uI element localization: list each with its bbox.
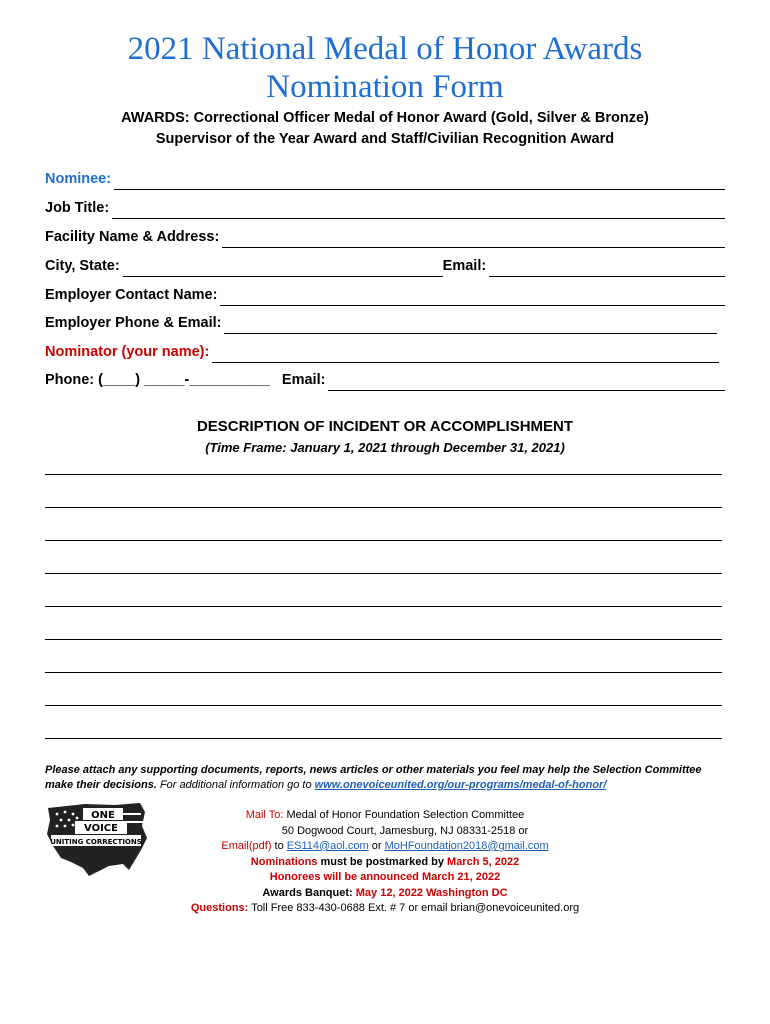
description-timeframe: (Time Frame: January 1, 2021 through December 31, 2021) [205,440,565,455]
logo-text-voice: VOICE [84,823,118,834]
title-line-2: Nomination Form [266,69,504,105]
phone-field[interactable] [45,369,725,391]
attachment-note [45,763,725,793]
logo-text-one: ONE [91,810,115,821]
job-title-input-line[interactable] [112,203,725,219]
nominee-field[interactable] [45,168,725,190]
city-state-field[interactable] [45,255,725,277]
honorees-line: Honorees will be announced March 21, 2022 [269,871,501,883]
postmark-line [180,855,590,871]
mail-to-label: Mail To: [245,809,284,821]
phone-label: Phone: (____) _____-__________ [45,372,270,388]
description-line[interactable] [45,705,722,706]
employer-contact-label: Employer Contact Name: [45,287,218,303]
nominator-label: Nominator (your name): [45,344,210,360]
attachment-note-text: Please attach any supporting documents, reports, news articles or other materials you feel may help the Selection Committee make their decisions. [45,764,702,791]
banquet-line [180,886,590,902]
questions-value: Toll Free 833-430-0688 Ext. # 7 or email brian@onevoiceunited.org [251,902,580,914]
job-title-field[interactable] [45,197,725,219]
mail-to-line [180,808,590,824]
to-text: to [274,840,284,852]
phone-email-input-line[interactable] [328,375,725,391]
nominee-label: Nominee: [45,171,112,187]
description-line[interactable] [45,606,722,607]
awards-subtitle [0,108,770,150]
employer-contact-field[interactable] [45,284,725,306]
awards-line-1: AWARDS: Correctional Officer Medal of Honor Award (Gold, Silver & Bronze) [121,110,649,126]
city-state-input-line[interactable] [123,261,443,277]
email-link-2[interactable]: MoHFoundation2018@gmail.com [384,840,549,852]
info-link[interactable]: www.onevoiceunited.org/our-programs/medal-of-honor/ [314,779,607,791]
form-title [0,30,770,106]
description-title: DESCRIPTION OF INCIDENT OR ACCOMPLISHMENT [196,418,574,435]
email-input-line[interactable] [489,261,725,277]
facility-label: Facility Name & Address: [45,229,220,245]
employer-phone-input-line[interactable] [224,318,717,334]
awards-line-2: Supervisor of the Year Award and Staff/Civilian Recognition Award [155,131,615,147]
email-line [180,839,590,855]
job-title-label: Job Title: [45,200,110,216]
contact-block [180,808,590,917]
email-link-1[interactable]: ES114@aol.com [286,840,369,852]
mail-to-value: Medal of Honor Foundation Selection Committee [286,809,525,821]
email-pdf-label: Email(pdf) [221,840,272,852]
postmark-date: March 5, 2022 [447,855,520,868]
email-label: Email: [442,258,487,274]
employer-phone-label: Employer Phone & Email: [45,315,222,331]
logo-text-uniting: UNITING CORRECTIONS [50,838,142,846]
employer-contact-input-line[interactable] [220,290,725,306]
facility-field[interactable] [45,226,725,248]
nominator-input-line[interactable] [212,347,719,363]
description-line[interactable] [45,573,722,574]
description-line[interactable] [45,738,722,739]
description-line[interactable] [45,507,722,508]
postmark-label: Nominations [250,855,318,868]
questions-line [180,901,590,917]
or-text: or [371,840,382,852]
description-line[interactable] [45,672,722,673]
description-line[interactable] [45,540,722,541]
postmark-text: must be postmarked by [320,855,444,868]
additional-info-text: For additional information go to [159,779,312,791]
one-voice-logo [45,800,150,878]
banquet-label: Awards Banquet: [262,886,353,899]
city-state-label: City, State: [45,258,120,274]
nominator-field[interactable] [45,341,725,363]
facility-input-line[interactable] [222,232,725,248]
description-line[interactable] [45,474,722,475]
questions-label: Questions: [190,902,249,914]
employer-phone-field[interactable] [45,312,725,334]
nominee-input-line[interactable] [114,174,725,190]
banquet-value: May 12, 2022 Washington DC [355,886,508,899]
description-line[interactable] [45,639,722,640]
address-line: 50 Dogwood Court, Jamesburg, NJ 08331-2518 or [281,824,529,837]
title-line-1: 2021 National Medal of Honor Awards [127,31,643,67]
phone-email-label: Email: [281,372,326,388]
